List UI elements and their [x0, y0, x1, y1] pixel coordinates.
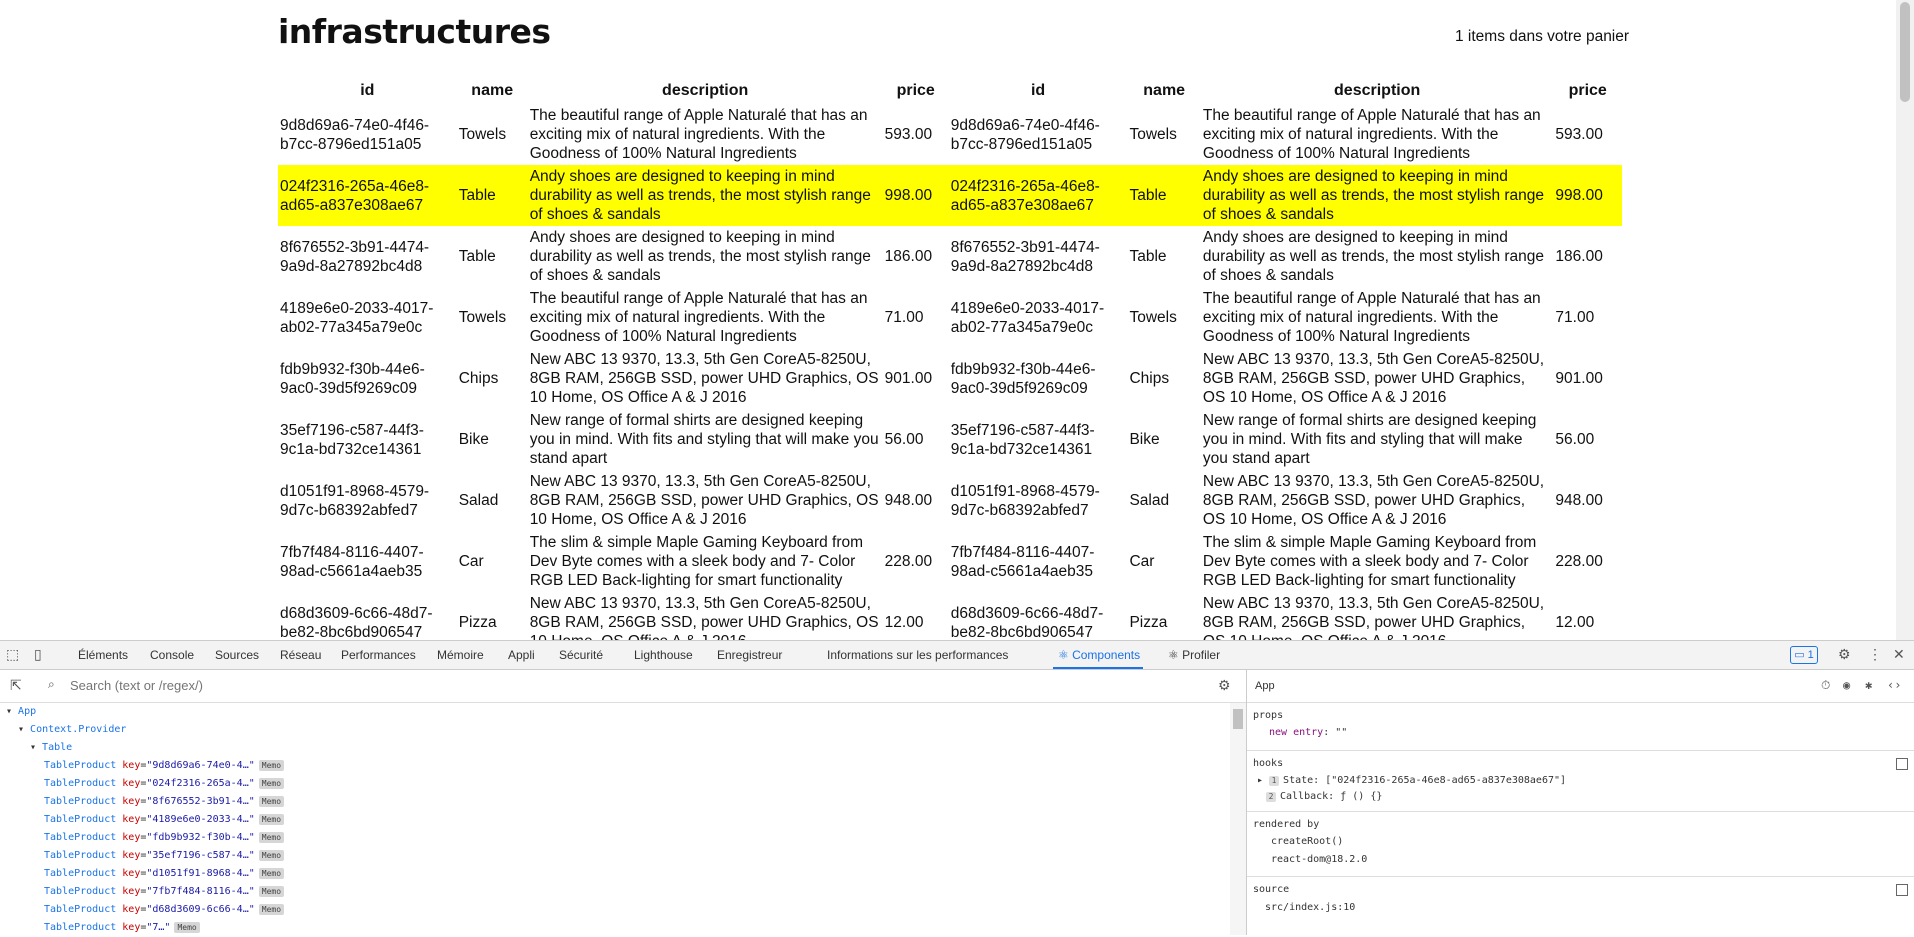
cell-id: 35ef7196-c587-44f3-9c1a-bd732ce14361 — [950, 421, 1095, 458]
cell-name: Towels — [1129, 126, 1177, 143]
column-header-description: description — [662, 82, 749, 99]
cell-id: 7fb7f484-8116-4407-98ad-c5661a4aeb35 — [280, 543, 424, 580]
memo-badge: Memo — [259, 868, 284, 879]
cell-description: New ABC 13 9370, 13.3, 5th Gen CoreA5-8250U, 8GB RAM, 256GB SSD, power UHD Graphics, — [1202, 595, 1545, 631]
copy-icon[interactable] — [1896, 884, 1908, 896]
tab-profiler-label: Profiler — [1182, 648, 1221, 662]
cell-name: Bike — [1129, 431, 1160, 448]
tree-node-label: TableProduct — [44, 904, 117, 915]
column-header-id: id — [1030, 82, 1046, 99]
memo-badge: Memo — [259, 760, 284, 771]
tree-row-context-provider[interactable] — [18, 721, 126, 739]
key-value: "024f2316-265a-4…" — [146, 778, 255, 789]
cell-price: 186.00 — [1555, 248, 1603, 265]
tree-node-label: Table — [42, 742, 73, 753]
tree-row-table-product[interactable]: TableProduct key="7…" Memo — [44, 919, 200, 937]
cell-description: Andy shoes are designed to keeping in mind durability as well as trends, the most stylish range of shoes & sandals — [528, 165, 883, 226]
key-value: "d68d3609-6c66-4…" — [146, 904, 255, 915]
tree-row-table-product[interactable]: TableProduct key="35ef7196-c587-4…" Memo — [44, 847, 284, 865]
memo-badge: Memo — [259, 814, 284, 825]
tab-recorder[interactable]: Enregistreur — [717, 648, 783, 662]
cell-price: 593.00 — [1555, 126, 1603, 143]
cell-description: The slim & simple Maple Gaming Keyboard from Dev Byte comes with a sleek body and 7- Color RGB LED Back-lighting for smart functionality — [1202, 534, 1537, 589]
memo-badge: Memo — [259, 832, 284, 843]
cell-description: The beautiful range of Apple Naturalé that has an exciting mix of natural ingredients. With the Goodness of 100% Natural Ingredients — [529, 107, 868, 162]
column-header-name: name — [471, 82, 514, 99]
hook-name: State — [1283, 775, 1314, 786]
tab-lighthouse[interactable]: Lighthouse — [634, 648, 693, 662]
key-value: "9d8d69a6-74e0-4…" — [146, 760, 255, 771]
memo-badge: Memo — [259, 778, 284, 789]
hook-row[interactable]: 2 Callback: ƒ () {} — [1266, 791, 1382, 802]
cell-name: Salad — [1129, 492, 1170, 509]
tab-security[interactable]: Sécurité — [559, 648, 604, 662]
column-header-price: price — [1568, 82, 1607, 99]
cell-id: 024f2316-265a-46e8-ad65-a837e308ae67 — [278, 165, 457, 226]
cell-price: 186.00 — [884, 248, 933, 265]
key-value: "35ef7196-c587-4…" — [146, 850, 255, 861]
prop-name: new entry — [1269, 727, 1324, 738]
react-icon: ⚛ — [1058, 648, 1073, 662]
tab-components-label: Components — [1072, 648, 1141, 662]
page-scrollbar-thumb[interactable] — [1900, 2, 1910, 102]
tab-network[interactable]: Réseau — [280, 648, 322, 662]
memo-badge: Memo — [259, 904, 284, 915]
key-value: "4189e6e0-2033-4…" — [146, 814, 255, 825]
key-label: key — [122, 760, 141, 771]
key-value: "d1051f91-8968-4…" — [146, 868, 255, 879]
cell-description: Andy shoes are designed to keeping in mind durability as well as trends, the most stylish range of shoes & sandals — [529, 229, 871, 284]
tree-scrollbar-thumb[interactable] — [1233, 709, 1243, 729]
products-table — [278, 78, 1622, 653]
source-location[interactable]: src/index.js:10 — [1265, 902, 1356, 913]
memo-badge: Memo — [259, 796, 284, 807]
cell-id: d68d3609-6c66-48d7-be82-8bc6bd906547 — [950, 604, 1104, 641]
eye-icon[interactable]: ◉ — [1843, 678, 1851, 692]
more-options-icon[interactable]: ⋮ — [1868, 646, 1882, 662]
cell-name: Car — [1129, 553, 1155, 570]
cell-price: 948.00 — [1555, 492, 1603, 509]
devtools-tab-bar — [0, 641, 1914, 670]
component-search-input[interactable] — [68, 677, 1172, 694]
cell-id: 4189e6e0-2033-4017-ab02-77a345a79e0c — [950, 299, 1105, 336]
page-scrollbar[interactable] — [1896, 0, 1914, 640]
cell-name: Table — [1127, 165, 1200, 226]
table-row[interactable] — [278, 287, 1622, 348]
select-component-icon[interactable]: ⇱ — [10, 677, 22, 693]
memo-badge: Memo — [259, 850, 284, 861]
close-icon[interactable]: ✕ — [1893, 646, 1905, 662]
hook-index: 2 — [1266, 792, 1276, 802]
cell-price: 901.00 — [1555, 370, 1603, 387]
tab-application[interactable]: Appli — [508, 648, 535, 662]
key-label: key — [122, 868, 141, 879]
cell-price: 12.00 — [884, 614, 924, 631]
memo-badge: Memo — [174, 922, 199, 933]
cell-name: Towels — [1129, 309, 1177, 326]
rendered-by-item: react-dom@18.2.0 — [1271, 854, 1368, 865]
column-header-name: name — [1143, 82, 1186, 99]
cell-name: Salad — [458, 492, 499, 509]
hook-value: ["024f2316-265a-46e8-ad65-a837e308ae67"] — [1325, 775, 1567, 786]
cell-name: Pizza — [1129, 614, 1168, 631]
key-label: key — [122, 778, 141, 789]
tab-performance-insights[interactable]: Informations sur les performances — [827, 648, 1009, 662]
tree-node-label: TableProduct — [44, 796, 117, 807]
cell-price: 56.00 — [1555, 431, 1595, 448]
prop-value[interactable]: "" — [1335, 727, 1348, 738]
tree-row-table[interactable] — [30, 739, 72, 757]
device-toolbar-icon[interactable]: ▯ — [34, 646, 42, 662]
cell-id: 024f2316-265a-46e8-ad65-a837e308ae67 — [949, 165, 1128, 226]
react-icon: ⚛ — [1168, 648, 1183, 662]
cell-description: New ABC 13 9370, 13.3, 5th Gen CoreA5-8250U, 8GB RAM, 256GB SSD, power UHD Graphics, OS 10 Home, OS Office A & J 2016 — [529, 473, 879, 528]
component-tree — [0, 703, 1230, 935]
cell-name: Table — [458, 248, 496, 265]
cell-description: Andy shoes are designed to keeping in mind durability as well as trends, the most stylish range of shoes & sandals — [1202, 229, 1545, 284]
inspect-element-icon[interactable]: ⬚ — [6, 646, 20, 662]
page-title: infrastructures — [278, 12, 551, 51]
tab-console[interactable]: Console — [150, 648, 195, 662]
cell-id: 4189e6e0-2033-4017-ab02-77a345a79e0c — [280, 299, 434, 336]
cell-id: 9d8d69a6-74e0-4f46-b7cc-8796ed151a05 — [280, 116, 430, 153]
tree-node-label: TableProduct — [44, 886, 117, 897]
tree-row-table-product[interactable]: TableProduct key="fdb9b932-f30b-4…" Memo — [44, 829, 284, 847]
divider — [1247, 750, 1914, 751]
divider — [1247, 811, 1914, 812]
key-label: key — [122, 904, 141, 915]
tree-node-label: Context.Provider — [30, 724, 127, 735]
cell-id: fdb9b932-f30b-44e6-9ac0-39d5f9269c09 — [280, 360, 425, 397]
search-icon: ⌕ — [48, 677, 55, 691]
cell-description: New ABC 13 9370, 13.3, 5th Gen CoreA5-8250U, 8GB RAM, 256GB SSD, power UHD Graphics, OS 10 Home, OS Office A & J 2016 — [1202, 473, 1545, 528]
cell-name: Bike — [458, 431, 489, 448]
tree-node-label: TableProduct — [44, 850, 117, 861]
key-label: key — [122, 922, 141, 933]
cell-id: d68d3609-6c66-48d7-be82-8bc6bd906547 — [280, 604, 433, 641]
expand-arrow-icon: ▾ — [30, 742, 43, 753]
column-header-price: price — [896, 82, 935, 99]
table-row[interactable] — [278, 348, 1622, 409]
tree-row-table-product[interactable]: TableProduct key="d68d3609-6c66-4…" Memo — [44, 901, 284, 919]
tab-sources[interactable]: Sources — [215, 648, 260, 662]
cart-summary: 1 items dans votre panier — [1455, 28, 1630, 45]
table-row[interactable] — [278, 165, 1622, 226]
tree-node-label: TableProduct — [44, 778, 117, 789]
tree-node-label: TableProduct — [44, 832, 117, 843]
rendered-by-section-title: rendered by — [1253, 819, 1320, 830]
tab-components[interactable] — [1058, 648, 1140, 662]
active-tab-indicator — [1053, 667, 1143, 669]
component-search-bar — [0, 670, 1246, 703]
inspector-header — [1247, 670, 1914, 703]
cell-id: d1051f91-8968-4579-9d7c-b68392abfed7 — [280, 482, 430, 519]
key-value: "7…" — [146, 922, 171, 933]
cell-description: Andy shoes are designed to keeping in mind durability as well as trends, the most stylish range of shoes & sandals — [1201, 165, 1554, 226]
cell-name: Towels — [458, 126, 507, 143]
issues-badge[interactable] — [1790, 646, 1818, 664]
cell-id: fdb9b932-f30b-44e6-9ac0-39d5f9269c09 — [950, 360, 1096, 397]
tab-performance[interactable]: Performances — [341, 648, 416, 662]
table-row[interactable] — [278, 531, 1622, 592]
tree-node-label: App — [18, 706, 37, 717]
cell-name: Chips — [1129, 370, 1170, 387]
key-label: key — [122, 796, 141, 807]
cell-name: Pizza — [458, 614, 497, 631]
hook-index: 1 — [1269, 776, 1279, 786]
divider — [1247, 876, 1914, 877]
column-header-id: id — [360, 82, 375, 99]
props-section-title: props — [1253, 710, 1284, 721]
cell-id: 9d8d69a6-74e0-4f46-b7cc-8796ed151a05 — [950, 116, 1100, 153]
rendered-by-item[interactable]: createRoot() — [1271, 836, 1344, 847]
tree-row-table-product[interactable]: TableProduct key="4189e6e0-2033-4…" Memo — [44, 811, 284, 829]
component-inspector-panel — [1247, 670, 1914, 935]
expand-arrow-icon: ▾ — [18, 724, 31, 735]
key-label: key — [122, 886, 141, 897]
table-header-row — [278, 78, 1622, 104]
hook-name: Callback — [1280, 791, 1329, 802]
issues-count: 1 — [1807, 649, 1814, 661]
key-value: "7fb7f484-8116-4…" — [146, 886, 255, 897]
cell-description: New range of formal shirts are designed keeping you in mind. With fits and styling that will make you stand apart — [529, 412, 879, 467]
table-row[interactable] — [278, 226, 1622, 287]
cell-price: 71.00 — [1555, 309, 1595, 326]
cell-price: 12.00 — [1555, 614, 1595, 631]
cell-description: The beautiful range of Apple Naturalé that has an exciting mix of natural ingredients. With the Goodness of 100% Natural Ingredients — [1202, 290, 1541, 345]
tree-row-table-product[interactable]: TableProduct key="7fb7f484-8116-4…" Memo — [44, 883, 284, 901]
cell-description: New range of formal shirts are designed keeping you in mind. With fits and styling that will make you stand apart — [1202, 412, 1537, 467]
key-label: key — [122, 814, 141, 825]
cell-name: Chips — [458, 370, 499, 387]
cell-name: Towels — [458, 309, 507, 326]
cell-name: Table — [1129, 248, 1167, 265]
key-label: key — [122, 850, 141, 861]
tree-row-table-product[interactable]: TableProduct key="9d8d69a6-74e0-4…" Memo — [44, 757, 284, 775]
table-row[interactable] — [278, 104, 1622, 165]
tree-row-app[interactable] — [6, 703, 36, 721]
cell-price: 228.00 — [1555, 553, 1603, 570]
tab-elements[interactable]: Éléments — [78, 648, 129, 662]
cell-description: New ABC 13 9370, 13.3, 5th Gen CoreA5-8250U, 8GB RAM, 256GB SSD, power UHD Graphics, OS 10 Home, OS Office A & J 2016 — [1202, 351, 1545, 406]
tree-row-table-product[interactable]: TableProduct key="8f676552-3b91-4…" Memo — [44, 793, 284, 811]
cell-price: 998.00 — [1553, 165, 1622, 226]
tree-row-table-product[interactable]: TableProduct key="024f2316-265a-4…" Memo — [44, 775, 284, 793]
tab-profiler[interactable] — [1168, 648, 1220, 662]
devtools-panel — [0, 640, 1914, 935]
tree-node-label: TableProduct — [44, 868, 117, 879]
tree-node-label: TableProduct — [44, 760, 117, 771]
tab-memory[interactable]: Mémoire — [437, 648, 484, 662]
view-source-icon[interactable]: ‹› — [1887, 678, 1902, 692]
cell-price: 228.00 — [884, 553, 933, 570]
cell-id: 8f676552-3b91-4474-9a9d-8a27892bc4d8 — [280, 238, 430, 275]
expand-arrow-icon: ▾ — [6, 706, 19, 717]
tree-node-label: TableProduct — [44, 922, 117, 933]
cell-price: 56.00 — [884, 431, 924, 448]
bug-icon[interactable]: ✱ — [1865, 678, 1873, 692]
cell-id: d1051f91-8968-4579-9d7c-b68392abfed7 — [950, 482, 1100, 519]
copy-icon[interactable] — [1896, 758, 1908, 770]
tree-row-table-product[interactable]: TableProduct key="d1051f91-8968-4…" Memo — [44, 865, 284, 883]
tree-scrollbar[interactable] — [1230, 703, 1246, 935]
expand-arrow-icon: ▸ — [1257, 775, 1270, 786]
cell-description: The beautiful range of Apple Naturalé that has an exciting mix of natural ingredients. With the Goodness of 100% Natural Ingredients — [1202, 107, 1541, 162]
settings-gear-icon[interactable]: ⚙ — [1218, 677, 1231, 693]
cell-id: 8f676552-3b91-4474-9a9d-8a27892bc4d8 — [950, 238, 1100, 275]
settings-gear-icon[interactable]: ⚙ — [1838, 646, 1851, 662]
table-row[interactable] — [278, 470, 1622, 531]
cell-price: 901.00 — [884, 370, 933, 387]
hooks-section-title: hooks — [1253, 758, 1284, 769]
cell-description: The beautiful range of Apple Naturalé that has an exciting mix of natural ingredients. With the Goodness of 100% Natural Ingredients — [529, 290, 868, 345]
cell-description: The slim & simple Maple Gaming Keyboard from Dev Byte comes with a sleek body and 7- Color RGB LED Back-lighting for smart functionality — [529, 534, 864, 589]
hook-row[interactable]: ▸ 1 State: ["024f2316-265a-46e8-ad65-a837e308ae67"] — [1257, 775, 1567, 786]
component-tree-panel — [0, 670, 1247, 935]
stopwatch-icon[interactable]: ⏱ — [1821, 678, 1831, 692]
hook-value: ƒ () {} — [1340, 791, 1383, 802]
cell-description: New ABC 13 9370, 13.3, 5th Gen CoreA5-8250U, 8GB RAM, 256GB SSD, power UHD Graphics, OS 10 Home, OS Office A & J 2016 — [529, 351, 879, 406]
tree-node-label: TableProduct — [44, 814, 117, 825]
message-icon: ▭ — [1794, 649, 1808, 661]
memo-badge: Memo — [259, 886, 284, 897]
cell-price: 71.00 — [884, 309, 924, 326]
key-label: key — [122, 832, 141, 843]
cell-id: 7fb7f484-8116-4407-98ad-c5661a4aeb35 — [950, 543, 1095, 580]
key-value: "8f676552-3b91-4…" — [146, 796, 255, 807]
cell-name: Table — [457, 165, 528, 226]
cell-price: 998.00 — [883, 165, 949, 226]
inspected-component-name: App — [1255, 680, 1275, 692]
source-section-title: source — [1253, 884, 1290, 895]
key-value: "fdb9b932-f30b-4…" — [146, 832, 255, 843]
prop-row[interactable]: new entry: "" — [1269, 727, 1348, 738]
cell-description: New ABC 13 9370, 13.3, 5th Gen CoreA5-8250U, 8GB RAM, 256GB SSD, power UHD Graphics, OS — [529, 595, 879, 631]
cell-name: Car — [458, 553, 484, 570]
cell-id: 35ef7196-c587-44f3-9c1a-bd732ce14361 — [280, 421, 424, 458]
cell-price: 593.00 — [884, 126, 933, 143]
column-header-description: description — [1334, 82, 1421, 99]
cell-price: 948.00 — [884, 492, 933, 509]
table-row[interactable] — [278, 409, 1622, 470]
